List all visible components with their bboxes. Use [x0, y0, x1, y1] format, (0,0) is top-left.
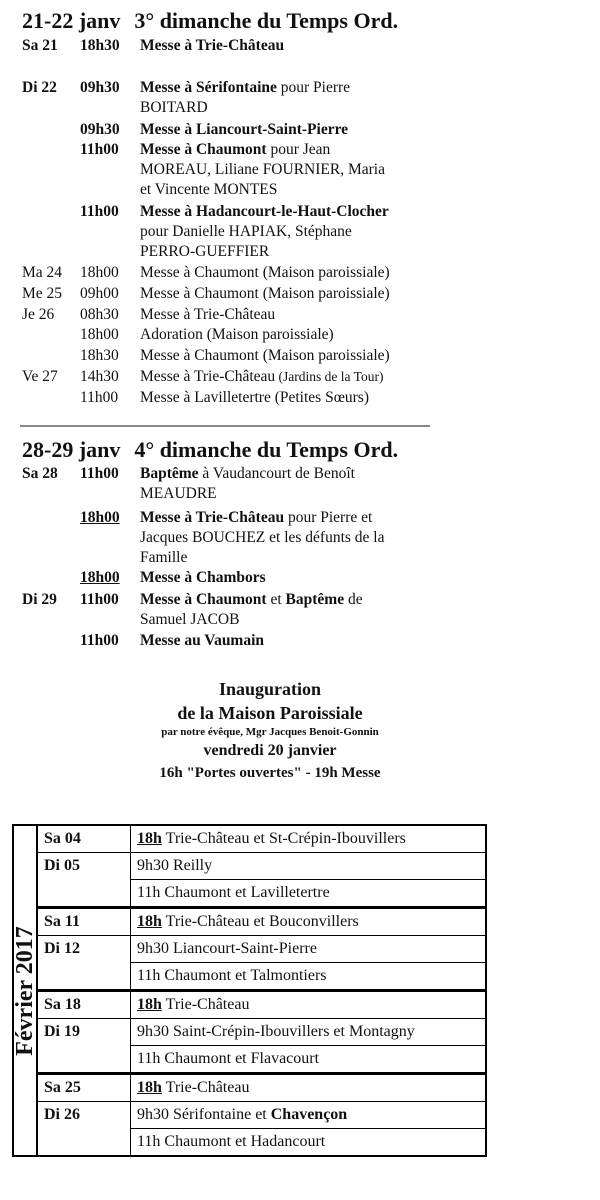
event-detail: PERRO-GUEFFIER: [140, 243, 270, 260]
event-time: 18h: [137, 913, 162, 930]
event-note: (Jardins de la Tour): [275, 369, 384, 384]
event-text: [140, 548, 187, 568]
event-detail: Trie-Château: [161, 1079, 250, 1096]
time-label: 08h30: [80, 306, 119, 323]
event-place: Chavençon: [270, 1106, 348, 1123]
event-detail: 9h30 Saint-Crépin-Ibouvillers et Montagny: [137, 1023, 415, 1040]
event-title: Baptême: [285, 591, 345, 608]
day-label: Sa 21: [22, 37, 58, 54]
event-detail: pour Danielle HAPIAK, Stéphane: [140, 223, 352, 240]
table-row: [13, 825, 486, 853]
event-title: Messe à Chaumont: [140, 141, 267, 158]
event-detail: 11h Chaumont et Lavilletertre: [137, 884, 330, 901]
event-text: [140, 484, 217, 504]
event-detail: Messe à Trie-Château: [140, 306, 276, 323]
event-text: [140, 242, 269, 262]
event-title: Messe à Chambors: [140, 569, 266, 586]
event-detail: Trie-Château: [161, 996, 250, 1013]
event-title: Messe à Trie-Château: [140, 509, 285, 526]
event-text: [140, 325, 334, 345]
day-label: Je 26: [22, 306, 55, 323]
week2-title-text: 4° dimanche du Temps Ord.: [134, 437, 399, 462]
event-detail: à Vaudancourt de Benoît: [198, 465, 355, 482]
event-text: [140, 284, 390, 304]
event-text: [140, 610, 239, 630]
day-cell: Di 19: [37, 1019, 131, 1074]
inauguration-title: Inauguration: [218, 679, 322, 699]
event-detail: Trie-Château et St-Crépin-Ibouvillers: [161, 830, 406, 847]
time-label: 11h00: [80, 632, 119, 649]
inauguration-date: vendredi 20 janvier: [203, 742, 337, 759]
inauguration-subtitle: de la Maison Paroissiale: [177, 703, 363, 723]
time-label: 11h00: [80, 389, 119, 406]
event-title: Baptême: [140, 465, 199, 482]
event-cell: [131, 1019, 487, 1046]
event-title: Messe à Sérifontaine: [140, 79, 277, 96]
event-detail: Trie-Château et Bouconvillers: [161, 913, 359, 930]
event-text: [140, 140, 330, 160]
event-title: Messe à Hadancourt-le-Haut-Clocher: [140, 203, 389, 220]
week1-title-text: 3° dimanche du Temps Ord.: [134, 8, 399, 33]
event-detail: MEAUDRE: [140, 485, 217, 502]
event-detail: Famille: [140, 549, 188, 566]
event-time: 18h: [137, 996, 162, 1013]
event-text: [140, 263, 390, 283]
week1-title: [22, 8, 398, 34]
table-row: [13, 1074, 486, 1102]
event-title: Messe à Liancourt-Saint-Pierre: [140, 121, 349, 138]
event-detail: MOREAU, Liliane FOURNIER, Maria: [140, 161, 385, 178]
february-schedule-table: [12, 824, 487, 1157]
day-label: Ve 27: [22, 368, 58, 385]
event-text: [140, 180, 277, 200]
event-detail: et Vincente MONTES: [140, 181, 278, 198]
day-cell: Di 12: [37, 936, 131, 991]
event-title: Messe au Vaumain: [140, 632, 265, 649]
event-text: [140, 367, 383, 387]
week2-dates: 28-29 janv: [22, 437, 121, 462]
event-title: Messe à Trie-Château: [140, 37, 285, 54]
time-label: 11h00: [80, 591, 119, 608]
event-detail: Messe à Lavilletertre (Petites Sœurs): [140, 389, 369, 406]
event-detail: pour Jean: [266, 141, 331, 158]
event-cell: [131, 1102, 487, 1129]
day-label: Di 22: [22, 79, 57, 96]
event-detail: 9h30 Sérifontaine et: [137, 1106, 271, 1123]
time-label: 18h30: [80, 347, 119, 364]
table-row: [13, 991, 486, 1019]
event-detail: BOITARD: [140, 99, 208, 116]
event-detail: et: [266, 591, 286, 608]
time-label: 09h30: [80, 79, 120, 96]
event-detail: Messe à Chaumont (Maison paroissiale): [140, 347, 390, 364]
event-cell: [131, 936, 487, 963]
time-label: 18h00: [80, 509, 120, 526]
event-text: [140, 346, 390, 366]
time-label: 14h30: [80, 368, 119, 385]
event-text: [140, 388, 369, 408]
event-time: 18h: [137, 830, 162, 847]
table-row: [13, 853, 486, 880]
event-detail: 11h Chaumont et Talmontiers: [137, 967, 327, 984]
time-label: 18h00: [80, 264, 119, 281]
event-cell: [131, 853, 487, 880]
section-divider: [20, 425, 430, 427]
event-detail: Samuel JACOB: [140, 611, 240, 628]
event-text: [140, 222, 352, 242]
event-text: [140, 202, 389, 222]
event-detail: 11h Chaumont et Flavacourt: [137, 1050, 320, 1067]
month-cell: [13, 825, 37, 1156]
event-detail: 11h Chaumont et Hadancourt: [137, 1133, 326, 1150]
event-text: [140, 568, 266, 588]
time-label: 11h00: [80, 465, 119, 482]
table-row: [13, 1102, 486, 1129]
event-detail: Messe à Chaumont (Maison paroissiale): [140, 264, 390, 281]
day-cell: Sa 25: [37, 1074, 131, 1102]
time-label: 11h00: [80, 141, 119, 158]
event-detail: pour Pierre et: [284, 509, 373, 526]
week1-dates: 21-22 janv: [22, 8, 121, 33]
month-label: Février 2017: [12, 925, 38, 1056]
event-text: [140, 98, 208, 118]
table-row: [13, 936, 486, 963]
day-cell: Di 26: [37, 1102, 131, 1157]
event-text: [140, 36, 284, 56]
inauguration-block: [100, 677, 440, 784]
event-detail: Adoration (Maison paroissiale): [140, 326, 334, 343]
inauguration-bishop: par notre évêque, Mgr Jacques Benoit-Gonnin: [161, 726, 379, 738]
event-cell: [131, 1074, 487, 1102]
event-cell: [131, 963, 487, 991]
time-label: 09h00: [80, 285, 119, 302]
day-label: Me 25: [22, 285, 63, 302]
day-cell: Sa 18: [37, 991, 131, 1019]
day-label: Sa 28: [22, 465, 58, 482]
event-text: [140, 590, 363, 610]
event-text: [140, 78, 350, 98]
table-row: [13, 1019, 486, 1046]
inauguration-hours: 16h "Portes ouvertes" - 19h Messe: [159, 765, 381, 781]
event-cell: [131, 825, 487, 853]
event-title: Messe à Chaumont: [140, 591, 267, 608]
time-label: 18h00: [80, 569, 120, 586]
time-label: 11h00: [80, 203, 119, 220]
event-detail: 9h30 Reilly: [137, 857, 213, 874]
event-text: [140, 528, 385, 548]
day-label: Ma 24: [22, 264, 63, 281]
event-detail: pour Pierre: [276, 79, 351, 96]
event-detail: de: [344, 591, 363, 608]
table-row: [13, 908, 486, 936]
event-text: [140, 464, 355, 484]
day-label: Di 29: [22, 591, 57, 608]
time-label: 18h30: [80, 37, 120, 54]
time-label: 09h30: [80, 121, 120, 138]
day-cell: Di 05: [37, 853, 131, 908]
time-label: 18h00: [80, 326, 119, 343]
event-time: 18h: [137, 1079, 162, 1096]
event-detail: Messe à Chaumont (Maison paroissiale): [140, 285, 390, 302]
event-detail: Jacques BOUCHEZ et les défunts de la: [140, 529, 385, 546]
event-cell: [131, 908, 487, 936]
day-cell: Sa 11: [37, 908, 131, 936]
event-text: [140, 160, 385, 180]
event-cell: [131, 880, 487, 908]
event-cell: [131, 1046, 487, 1074]
event-text: [140, 631, 264, 651]
event-cell: [131, 991, 487, 1019]
event-detail: 9h30 Liancourt-Saint-Pierre: [137, 940, 317, 957]
event-text: [140, 508, 372, 528]
event-text: [140, 120, 348, 140]
week2-title: [22, 437, 398, 463]
day-cell: Sa 04: [37, 825, 131, 853]
event-text: [140, 305, 275, 325]
event-cell: [131, 1129, 487, 1157]
event-detail: Messe à Trie-Château: [140, 368, 276, 385]
